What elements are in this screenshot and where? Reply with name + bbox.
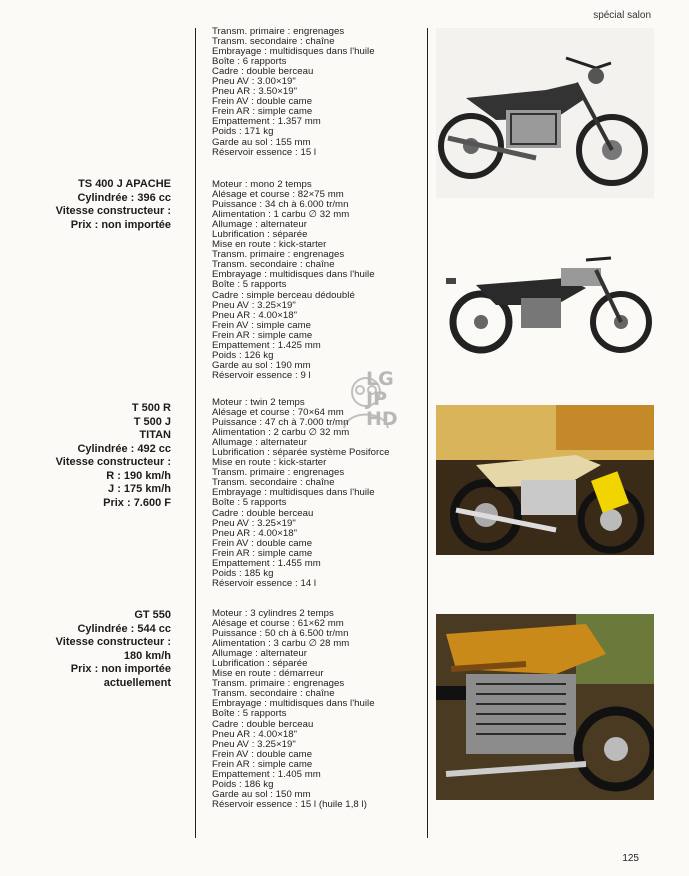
spec-line: Transm. secondaire : chaîne	[212, 36, 335, 48]
photo-motorcycle-gt550-color	[436, 614, 654, 800]
spec-line: Réservoir essence : 14 l	[212, 577, 317, 589]
model-title-line: T 500 R	[131, 402, 171, 414]
photo-motorcycle-bw-road	[436, 28, 654, 198]
spec-line: Transm. primaire : engrenages	[212, 678, 345, 690]
spec-line: Empattement : 1.405 mm	[212, 768, 321, 780]
spec-line: Lubrification : séparée	[212, 658, 308, 670]
watermark-text-2: JP	[366, 388, 387, 410]
model-title-line: Prix : non importée	[70, 663, 171, 675]
spec-line: Poids : 171 kg	[212, 126, 274, 138]
spec-line: Pneu AV : 3.00×19"	[212, 76, 296, 88]
model-title-line: Vitesse constructeur :	[55, 205, 171, 217]
spec-line: Transm. primaire : engrenages	[212, 467, 345, 479]
spec-line: Cadre : double berceau	[212, 66, 314, 78]
spec-line: Frein AR : simple came	[212, 329, 313, 341]
spec-line: Pneu AV : 3.25×19"	[212, 738, 296, 750]
spec-line: Transm. primaire : engrenages	[212, 26, 345, 37]
spec-line: Empattement : 1.425 mm	[212, 339, 321, 351]
spec-line: Boîte : 5 rapports	[212, 708, 287, 720]
spec-line: Empattement : 1.455 mm	[212, 557, 321, 569]
model-title-line: actuellement	[103, 676, 171, 689]
spec-line: Allumage : alternateur	[212, 437, 307, 449]
watermark-text-3: HD	[366, 408, 398, 430]
spec-line: Pneu AV : 3.25×19"	[212, 517, 296, 529]
spec-line: Poids : 126 kg	[212, 349, 274, 361]
spec-line: Empattement : 1.357 mm	[212, 116, 321, 128]
model-title-line: 180 km/h	[123, 649, 171, 662]
model-title-line: Prix : non importée	[70, 218, 171, 231]
spec-line: Frein AR : simple came	[212, 106, 313, 118]
spec-line: Pneu AR : 4.00×18"	[212, 527, 298, 539]
spec-line: Embrayage : multidisques dans l'huile	[212, 269, 375, 281]
spec-line: Cadre : simple berceau dédoublé	[212, 289, 355, 301]
spec-line: Moteur : 3 cylindres 2 temps	[212, 608, 334, 619]
model-title-line: T 500 J	[133, 415, 171, 428]
spec-line: Embrayage : multidisques dans l'huile	[212, 698, 375, 710]
spec-line: Puissance : 34 ch à 6.000 tr/mn	[212, 199, 349, 211]
spec-line: Alésage et course : 70×64 mm	[212, 407, 344, 419]
model-title-ts400	[1, 178, 171, 232]
spec-line: Alésage et course : 61×62 mm	[212, 618, 344, 630]
spec-line: Pneu AV : 3.25×19"	[212, 299, 296, 311]
spec-line: Boîte : 6 rapports	[212, 56, 287, 68]
spec-line: Poids : 185 kg	[212, 567, 274, 579]
spec-line: Frein AR : simple came	[212, 758, 313, 770]
model-title-gt550	[1, 609, 171, 690]
spec-line: Poids : 186 kg	[212, 778, 274, 790]
spec-line: Frein AR : simple came	[212, 547, 313, 559]
spec-line: Embrayage : multidisques dans l'huile	[212, 487, 375, 499]
model-title-line: J : 175 km/h	[108, 483, 171, 495]
spec-list-gt550	[212, 609, 422, 810]
spec-line: Garde au sol : 150 mm	[212, 788, 311, 800]
spec-line: Transm. secondaire : chaîne	[212, 259, 335, 271]
spec-line: Boîte : 5 rapports	[212, 279, 287, 291]
spec-line: Alésage et course : 82×75 mm	[212, 189, 344, 201]
spec-line: Frein AV : double came	[212, 96, 313, 108]
spec-line: Frein AV : double came	[212, 537, 313, 549]
spec-line: Boîte : 5 rapports	[212, 497, 287, 509]
spec-line: Puissance : 50 ch à 6.500 tr/mn	[212, 628, 349, 640]
photo-motorcycle-bw-trail	[436, 230, 654, 360]
spec-line: Cadre : double berceau	[212, 507, 314, 519]
spec-line: Frein AV : simple came	[212, 319, 312, 331]
spec-line: Transm. secondaire : chaîne	[212, 477, 335, 489]
spec-line: Alimentation : 1 carbu ∅ 32 mm	[212, 209, 350, 221]
spec-line: Alimentation : 3 carbu ∅ 28 mm	[212, 638, 350, 650]
model-title-line: Cylindrée : 396 cc	[77, 191, 171, 204]
section-header: spécial salon	[593, 10, 651, 21]
spec-line: Allumage : alternateur	[212, 219, 307, 231]
spec-line: Transm. secondaire : chaîne	[212, 688, 335, 700]
spec-line: Transm. primaire : engrenages	[212, 249, 345, 261]
column-rule-left	[195, 28, 196, 838]
spec-line: Puissance : 47 ch à 7.000 tr/mn	[212, 417, 349, 429]
spec-line: Moteur : mono 2 temps	[212, 179, 312, 190]
spec-line: Frein AV : double came	[212, 748, 313, 760]
photo-motorcycle-t500-color	[436, 405, 654, 555]
spec-line: Moteur : twin 2 temps	[212, 397, 305, 408]
spec-line: Mise en route : kick-starter	[212, 239, 327, 251]
model-title-line: Vitesse constructeur :	[55, 456, 171, 468]
spec-line: Réservoir essence : 15 l (huile 1,8 l)	[212, 798, 367, 810]
spec-line: Alimentation : 2 carbu ∅ 32 mm	[212, 427, 350, 439]
spec-line: Pneu AR : 4.00×18"	[212, 728, 298, 740]
spec-line: Embrayage : multidisques dans l'huile	[212, 46, 375, 58]
spec-line: Pneu AR : 3.50×19"	[212, 86, 298, 98]
spec-line: Garde au sol : 155 mm	[212, 136, 311, 148]
watermark-text-1: LG	[366, 368, 394, 390]
spec-line: Mise en route : démarreur	[212, 668, 324, 680]
spec-list-ts400	[212, 180, 422, 381]
spec-line: Garde au sol : 190 mm	[212, 359, 311, 371]
spec-line: Lubrification : séparée	[212, 229, 308, 241]
model-title-line: TS 400 J APACHE	[78, 178, 171, 190]
model-title-line: Cylindrée : 544 cc	[77, 622, 171, 635]
model-title-t500	[1, 402, 171, 510]
spec-line: Réservoir essence : 9 l	[212, 369, 311, 381]
model-title-line: Prix : 7.600 F	[103, 496, 171, 509]
model-title-line: Cylindrée : 492 cc	[77, 442, 171, 455]
spec-line: Pneu AR : 4.00×18"	[212, 309, 298, 321]
spec-line: Cadre : double berceau	[212, 718, 314, 730]
column-rule-right	[427, 28, 428, 838]
spec-line: Allumage : alternateur	[212, 648, 307, 660]
spec-line: Mise en route : kick-starter	[212, 457, 327, 469]
spec-line: Lubrification : séparée système Posiforce	[212, 447, 390, 459]
model-title-line: Vitesse constructeur :	[55, 636, 171, 648]
model-title-line: R : 190 km/h	[106, 469, 171, 482]
spec-line: Réservoir essence : 15 l	[212, 146, 317, 158]
page-number: 125	[622, 853, 639, 864]
spec-list-continued	[212, 27, 422, 158]
model-title-line: TITAN	[139, 429, 171, 441]
model-title-line: GT 550	[134, 609, 171, 621]
